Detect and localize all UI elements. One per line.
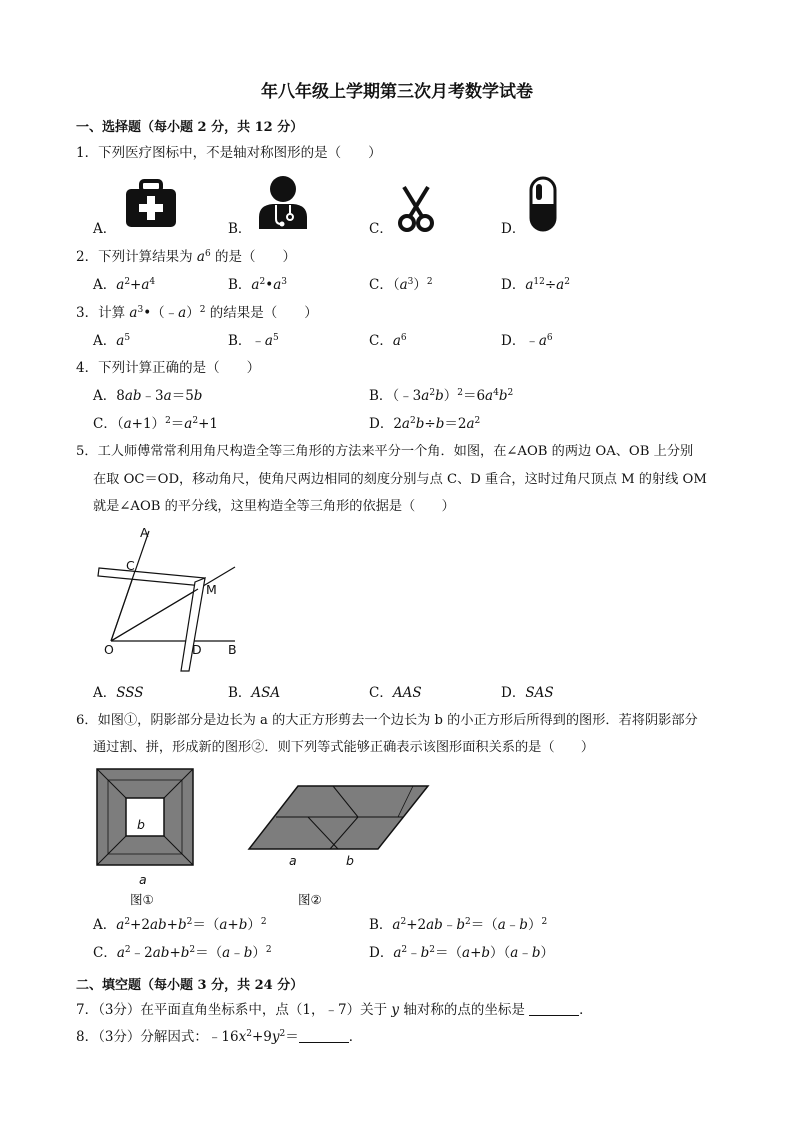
figure-2-parallelogram bbox=[248, 784, 433, 852]
question-3-stem: 3．计算 $a^3•(﹣a)^2$ 的结果是（ ） bbox=[76, 305, 318, 321]
q3-option-b[interactable]: B．$﹣a^5$ bbox=[228, 333, 279, 349]
q1-option-c[interactable]: C． bbox=[369, 221, 393, 237]
question-5-line-1: 5．工人师傅常常利用角尺构造全等三角形的方法来平分一个角．如图，在∠AOB 的两边 OA、OB 上分别 bbox=[76, 444, 694, 459]
q4-option-b[interactable]: B．$(﹣3a^2b)^2=6a^4b^2$ bbox=[369, 388, 514, 404]
q1-option-a[interactable]: A． bbox=[93, 221, 117, 237]
q3-option-c[interactable]: C．$a^6$ bbox=[369, 333, 407, 349]
q3-option-a[interactable]: A．$a^5$ bbox=[93, 333, 131, 349]
point-label-m: M bbox=[206, 582, 217, 597]
fig1-inner-label: b bbox=[137, 817, 145, 832]
question-6-line-2: 通过割、拼，形成新的图形②．则下列等式能够正确表示该图形面积关系的是（ ） bbox=[93, 740, 595, 755]
q6-option-a[interactable]: A．$a^2+2ab+b^2=(a+b)^2$ bbox=[93, 917, 267, 933]
capsule-icon bbox=[529, 176, 557, 232]
section-heading-fill: 二、填空题（每小题 3 分，共 24 分） bbox=[76, 978, 304, 993]
q7-answer-blank[interactable] bbox=[529, 1003, 579, 1016]
q2-option-b[interactable]: B．$a^2•a^3$ bbox=[228, 277, 287, 293]
point-label-a: A bbox=[140, 525, 149, 540]
scissors-icon bbox=[398, 186, 434, 232]
q5-option-b[interactable]: B．ASA bbox=[228, 685, 281, 701]
page-title: 年八年级上学期第三次月考数学试卷 bbox=[261, 82, 533, 102]
q2-option-d[interactable]: D．$a^{12}\div a^2$ bbox=[501, 277, 570, 293]
q5-option-a[interactable]: A．SSS bbox=[93, 685, 144, 701]
q3-option-d[interactable]: D．$﹣a^6$ bbox=[501, 333, 553, 349]
q6-option-b[interactable]: B．$a^2+2ab﹣b^2=(a﹣b)^2$ bbox=[369, 917, 548, 933]
figure-1-square bbox=[96, 768, 196, 868]
question-4-stem: 4．下列计算正确的是（ ） bbox=[76, 360, 261, 376]
point-label-b: B bbox=[228, 642, 237, 657]
q4-option-a[interactable]: A．8ab﹣3a＝5b bbox=[93, 388, 203, 404]
q8-answer-blank[interactable] bbox=[299, 1030, 349, 1043]
question-1-stem: 1．下列医疗图标中，不是轴对称图形的是（ ） bbox=[76, 145, 382, 161]
doctor-icon bbox=[257, 175, 309, 230]
q2-option-c[interactable]: C．$(a^3)^2$ bbox=[369, 277, 433, 293]
fig2-a-label: a bbox=[289, 853, 297, 868]
point-label-d: D bbox=[192, 642, 202, 657]
q1-option-b[interactable]: B． bbox=[228, 221, 252, 237]
q6-option-c[interactable]: C．$a^2﹣2ab+b^2=(a﹣b)^2$ bbox=[93, 945, 272, 961]
question-7-stem: 7．（3分）在平面直角坐标系中，点（1，﹣7）关于 y 轴对称的点的坐标是 ． bbox=[76, 1002, 593, 1018]
fig1-caption: 图① bbox=[130, 892, 154, 907]
medical-kit-icon bbox=[125, 180, 177, 228]
fig2-b-label: b bbox=[346, 853, 354, 868]
point-label-c: C bbox=[126, 558, 135, 573]
q1-option-d[interactable]: D． bbox=[501, 221, 526, 237]
question-5-line-3: 就是∠AOB 的平分线，这里构造全等三角形的依据是（ ） bbox=[93, 499, 455, 514]
fig1-side-label: a bbox=[139, 872, 147, 887]
q2-option-a[interactable]: A．$a^2+a^4$ bbox=[93, 277, 156, 293]
q5-option-c[interactable]: C．AAS bbox=[369, 685, 422, 701]
question-8-stem: 8．（3分）分解因式：$﹣16x^2+9y^2=$ ． bbox=[76, 1029, 363, 1045]
point-label-o: O bbox=[104, 642, 114, 657]
question-2-stem: 2．下列计算结果为 $a^6$ 的是（ ） bbox=[76, 249, 296, 265]
q6-option-d[interactable]: D．$a^2﹣b^2=(a+b)(a﹣b)$ bbox=[369, 945, 555, 961]
q4-option-c[interactable]: C．$(a+1)^2=a^2+1$ bbox=[93, 416, 218, 432]
section-heading-choice: 一、选择题（每小题 2 分，共 12 分） bbox=[76, 120, 304, 135]
q4-option-d[interactable]: D．$2a^2b\div b=2a^2$ bbox=[369, 416, 481, 432]
question-5-line-2: 在取 OC＝OD，移动角尺，使角尺两边相同的刻度分别与点 C、D 重合，这时过角尺顶点 M 的射线 OM bbox=[93, 472, 707, 487]
q5-option-d[interactable]: D．SAS bbox=[501, 685, 554, 701]
fig2-caption: 图② bbox=[298, 892, 322, 907]
question-6-line-1: 6．如图①，阴影部分是边长为 a 的大正方形剪去一个边长为 b 的小正方形后所得到的图形．若将阴影部分 bbox=[76, 713, 698, 728]
